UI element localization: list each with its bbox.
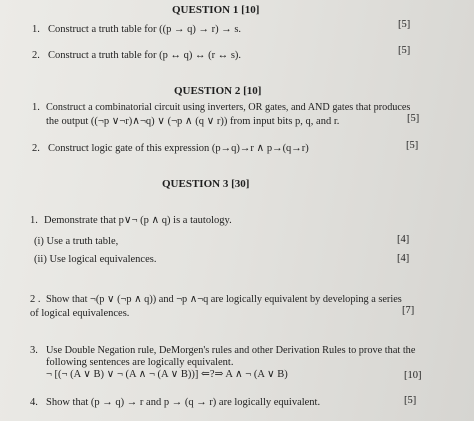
q1-item-1-marks: [5] (398, 19, 411, 30)
q3-item-1-sub-i: (i) Use a truth table, (34, 236, 119, 247)
q3-item-3-number: 3. (30, 345, 38, 356)
q3-item-3-marks: [10] (404, 370, 422, 381)
question-3-heading: QUESTION 3 [30] (162, 178, 250, 190)
q3-item-3-line-1: Use Double Negation rule, DeMorgen's rules and other Derivation Rules to prove that the (46, 345, 416, 356)
q1-item-1-text: Construct a truth table for ((p → q) → r) → s. (48, 24, 242, 35)
q1-item-2-number: 2. (32, 50, 40, 61)
q2-item-1-line-2: the output ((¬p ∨¬r)∧¬q) ∨ (¬p ∧ (q ∨ r)) from input bits p, q, and r. (46, 116, 340, 127)
q3-item-2-line-2: of logical equivalences. (30, 308, 130, 319)
q2-item-1-line-1: Construct a combinatorial circuit using inverters, OR gates, and AND gates that produces (46, 102, 411, 113)
q3-item-4-marks: [5] (404, 395, 417, 406)
question-1-heading: QUESTION 1 [10] (172, 4, 260, 16)
question-2-heading: QUESTION 2 [10] (174, 85, 262, 97)
q2-item-2-marks: [5] (406, 140, 419, 151)
q2-item-2-number: 2. (32, 143, 40, 154)
q3-item-2-line-1: Show that ¬(p ∨ (¬p ∧ q)) and ¬p ∧¬q are logically equivalent by developing a series (46, 294, 402, 305)
q1-item-1-number: 1. (32, 24, 40, 35)
q3-item-1-sub-ii: (ii) Use logical equivalences. (34, 254, 157, 265)
q1-item-2-text: Construct a truth table for (p ↔ q) ↔ (r ↔ s). (48, 50, 242, 61)
q2-item-1-number: 1. (32, 102, 40, 113)
q2-item-2-text: Construct logic gate of this expression (p→q)→r ∧ p→(q→r) (48, 143, 309, 154)
q3-item-2-marks: [7] (402, 305, 415, 316)
q3-item-1-number: 1. (30, 215, 38, 226)
q3-item-1-sub-i-marks: [4] (397, 234, 410, 245)
q3-item-2-number: 2 . (30, 294, 41, 305)
q1-item-2-marks: [5] (398, 45, 411, 56)
q3-item-1-sub-ii-marks: [4] (397, 253, 410, 264)
q3-item-4-number: 4. (30, 397, 38, 408)
q3-item-3-line-2: following sentences are logically equivalent. (46, 357, 234, 368)
q3-item-3-line-3: ¬ [(¬ (A ∨ B) ∨ ¬ (A ∧ ¬ (A ∨ B))] ⇐?⇒ A ∧ ¬ (A ∨ B) (46, 369, 288, 380)
q3-item-4-text: Show that (p → q) → r and p → (q → r) are logically equivalent. (46, 397, 321, 408)
q3-item-1-text: Demonstrate that p∨¬ (p ∧ q) is a tautology. (44, 215, 232, 226)
q2-item-1-marks: [5] (407, 113, 420, 124)
